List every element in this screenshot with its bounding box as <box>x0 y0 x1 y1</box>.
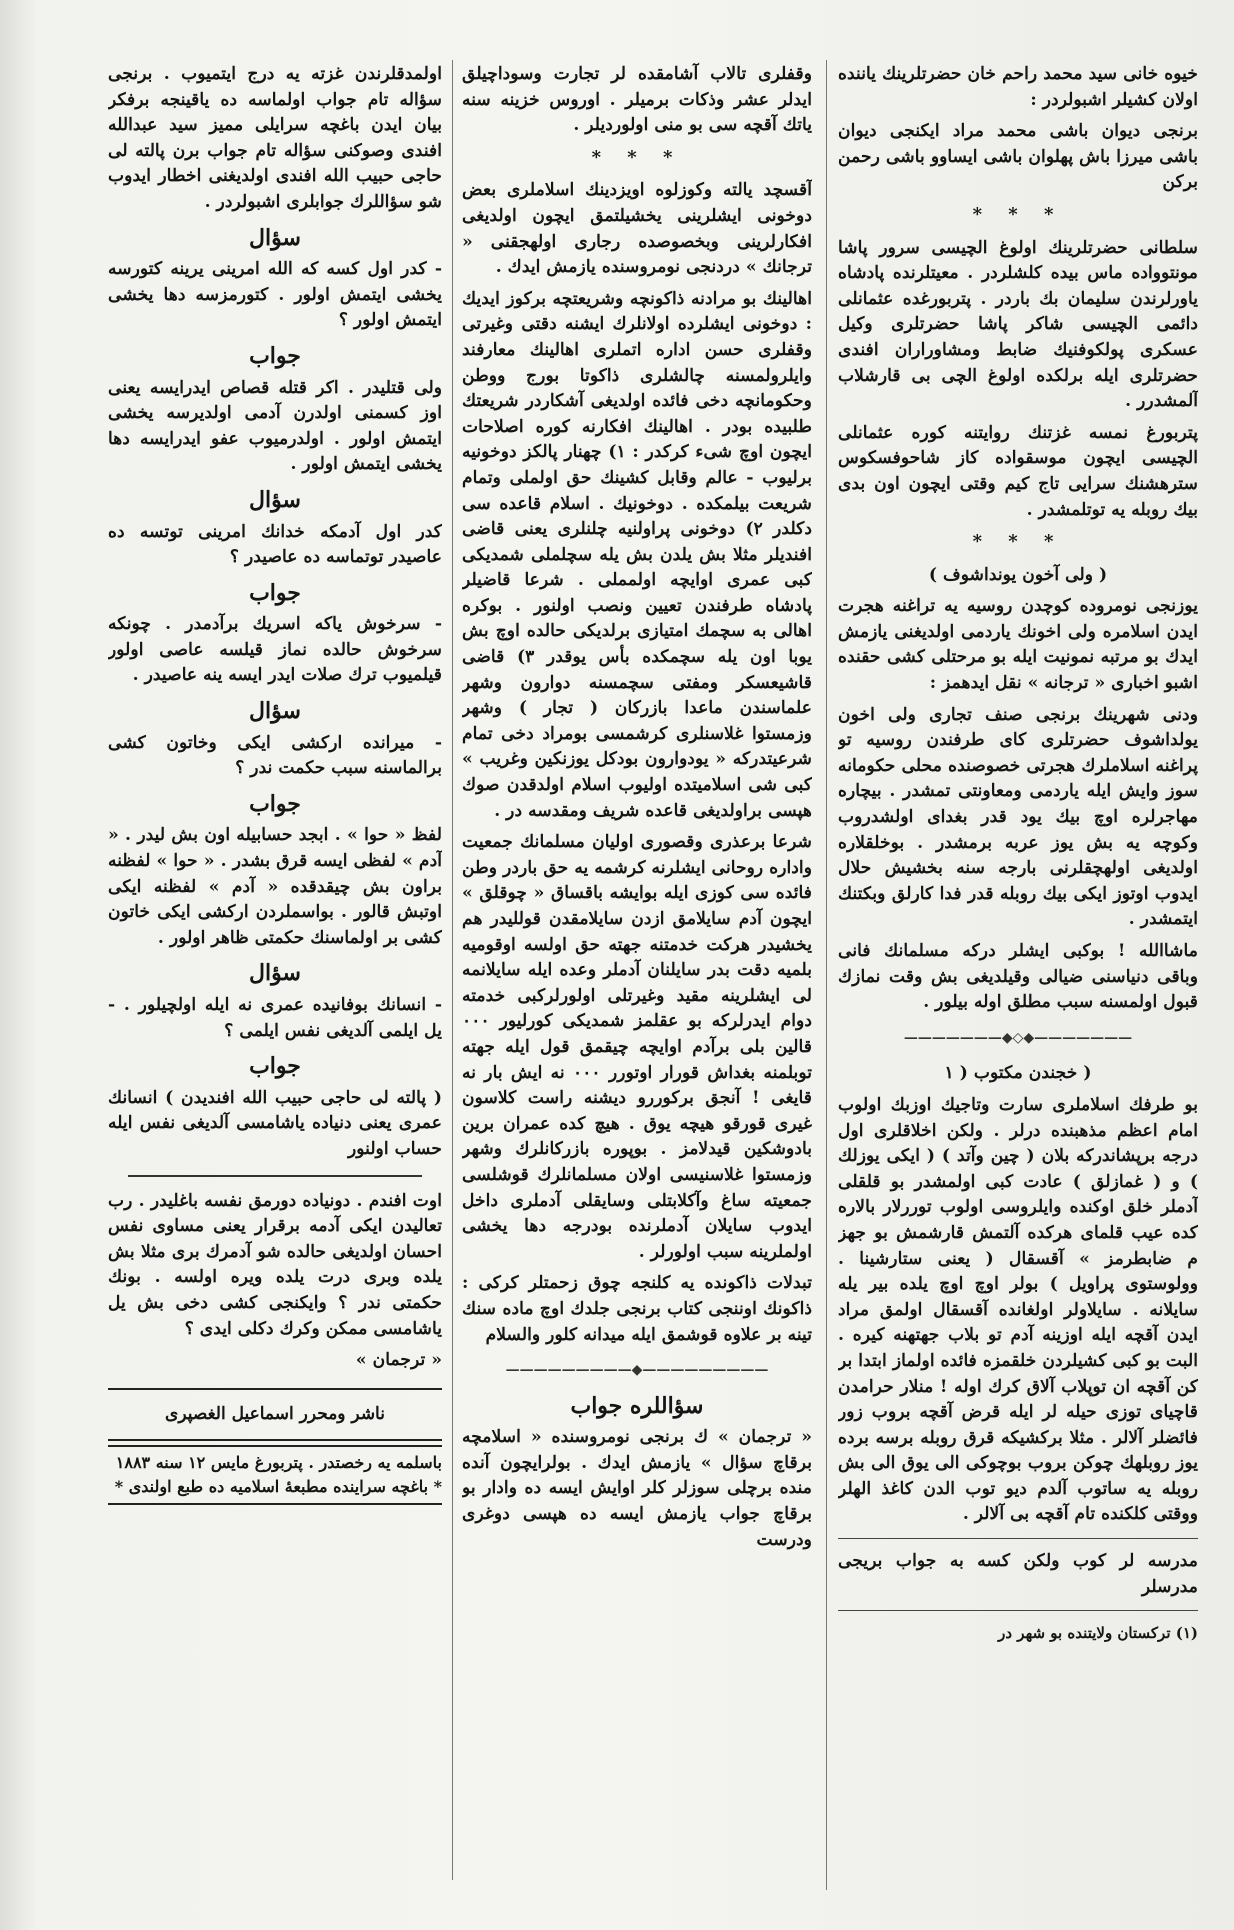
question-label: سؤال <box>249 698 301 725</box>
right-paragraph: سلطانی حضرتلرینك اولوغ الچیسی سرور پاشا مونتوواده ماس بیده کلشلردر . معیتلرنده پادشاه یاورلرندن سلیمان بك باردر . پتربورغده عثمانلی دائمی الچیسی شاکر پاشا حضرتلری وکیل عسکری پولکوفنیك ضابط ومشاوراران افندی حضرتلری ایله برلکده اولوغ الچی بی قارشلاب آلمشدرر . <box>838 237 1198 412</box>
left-column <box>108 62 442 1882</box>
colophon-box <box>108 1388 442 1442</box>
qa-heading: سؤاللره جواب <box>570 1392 704 1419</box>
footnote: (١) ترکستان ولایتنده بو شهر در <box>998 1624 1198 1643</box>
answer-text: لفظ « حوا » . ابجد حسابیله اون بش لیدر . « آدم » لفظی ایسه قرق بشدر . « حوا » لفظنه براون بش چیقدقده « آدم » لفظنه ایکی اوتبش قالور . بواسملردن ارکشی ایکی خاتون کشی بر اولماسنك حکمتی ظاهر اولور . <box>108 825 442 948</box>
middle-paragraph: وقفلری تالاب آشامقده لر تجارت وسوداچیلق ایدلر عشر وذکات برمیلر . اوروس خزینه سنه یاتك آقچه سی بو منی اولوردیلر . <box>462 64 812 136</box>
column-divider-right <box>826 60 827 1890</box>
closing-signature: « ترجمان » <box>355 1350 442 1371</box>
star-separator: * * * <box>972 203 1064 225</box>
section-title-letter: ( خجندن مکتوب ( ١ <box>944 1063 1092 1084</box>
middle-paragraph: تبدلات ذاکونده یه کلنجه چوق زحمتلر کرکی : ذاکونك اوننجی کتاب برنجی جلدك اوچ ماده سنك تینه بر علاوه قوشمق ایله میدانه کلور والسلام <box>462 1273 812 1345</box>
middle-paragraph: « ترجمان » ك برنجی نومروسنده « اسلامچه برقاچ سؤال » یازمش ایدك . بولرایچون آنده منده برچلی سوزلر کلر اوایش ایسه ده وادار بو برقاچ جواب یازمش ایسه ده هپسی دوغری ودرست <box>462 1427 812 1550</box>
answer-text: - سرخوش یاکه اسریك برآدمدر . چونکه سرخوش حالده نماز قیلسه عاصی اولور قیلمیوب ترك صلات ایدر ایسه ینه عاصیدر . <box>108 614 442 686</box>
middle-paragraph: شرعا برعذری وقصوری اولیان مسلمانك جمعیت واداره روحانی ایشلرنه کرشمه یه حق باردر وطن فائده سی کوزی ایله بوایشه باقساق « چوقلق » ایچون آدم سایلامق ازدن سایلامقدن قوللیدر هم یخشیدر هرکت خدمتنه جهته حق اولسه اوقومیه بلمیه دقت بدر سایلنان آدملر وعده ایله سایلانمه لی ایشلرینه مقید وغیرتلی اولورلرکبی خدمته دوام ایدرلرکه بو عقلمز شمدیکی کورلیور ٠٠٠ قالین بلی برآدم اوایچه چیقمق قول ایله جهته توبلمنه بغداش قورار اوتورر ٠٠٠ نه ایش بار نه قایغی ! آنجق برکوررو دیشنه راست کلاسون غیری قورقو هیچه یوق . هیچ کده عمران برین بادوشکین قیدلامز . بوپوره بازرکانلرك وشهر وزمستوا غلاسنیسی اولان مسلمانلرك قوشلسی جمعیته ساغ وآکلابتلی وسایقلی آدملری داخل ایدوب سایلان آدملرنده بودرجه دها یخشی اولملرینه سبب اولورلر . <box>462 832 812 1262</box>
star-separator: * * * <box>972 531 1064 553</box>
rule <box>838 1538 1198 1539</box>
ornament-divider: ———————◆◇◆——————— <box>903 1029 1133 1046</box>
imprint-line: باسلمه یه رخصتدر . پتربورغ مایس ١٢ سنه ١٨٨٣ <box>115 1453 442 1473</box>
right-paragraph: ماشاالله ! بوکبی ایشلر درکه مسلمانك فانی وباقی دنیاسنی ضیالی وقیلدیغی بش وقت نمازك قبول اولمسنه سبب مطلق اوله بیلور . <box>838 941 1198 1013</box>
imprint-box <box>108 1445 442 1505</box>
right-paragraph: ودنی شهرینك برنجی صنف تجاری ولی اخون یولداشوف حضرتلری کای طرفندن روسیه تو پراغنه اسلاملرك هجرتی خصوصنده محلی حکومانه سوز وایش ایله یاردمی ومعاونتی تمشدر . بیچاره مهاجرلره اوچ بیك یود قدر بغدای اولشدروب وکوچه یه بش یوز عربه برمشدر . بوخلقلاره اولدیغی اولهچقلرنی بارجه سنه بخشیش حلال ایدوب اوتوز ایکی بیك روبله قدر فدا کارلق وبکتنك ایتمشدر . <box>838 704 1198 930</box>
answer-text: ولی قتلیدر . اکر قتله قصاص ایدرایسه یعنی اوز کسمنی اولدرن آدمی اولدیرسه یخشی ایتمش اولور . اولدرمیوب عفو ایدرایسه دها یخشی ایتمش اولور . <box>108 377 442 475</box>
rule <box>838 1610 1198 1611</box>
ornament-divider: —————————◆————————— <box>505 1362 769 1379</box>
closing-paragraph: اوت افندم . دونیاده دورمق نفسه باغلیدر . رب تعالیدن ایکی آدمه برقرار یعنی مساوی نفس احسان اولدیغی حالده شو آدمرك بری مثلا بش یلده وبری درت یلده ویره اولسه . بونك حکمتی ندر ؟ وایکنجی کشی دخی بش یل یاشامسی ممکن وکرك دکلی ایدی ؟ <box>108 1190 442 1339</box>
imprint-line: * باغچه سراینده مطبعهٔ اسلامیه ده طبع اولندی * <box>114 1477 442 1497</box>
middle-column <box>462 62 812 1862</box>
rule <box>128 1175 422 1177</box>
star-separator: * * * <box>591 146 683 168</box>
question-label: سؤال <box>249 486 301 513</box>
column-divider-left <box>452 60 453 1880</box>
question-text: - کدر اول کسه که الله امرینی یرینه کتورسه یخشی ایتمش اولور . کتورمزسه دها یخشی ایتمش اولور ؟ <box>108 259 442 331</box>
answer-label: جواب <box>249 790 301 817</box>
section-title-vali: ( ولی آخون یونداشوف ) <box>928 564 1108 585</box>
publisher-line: ناشر ومحرر اسماعیل الغصپری <box>165 1403 385 1424</box>
right-paragraph: خیوه خانی سید محمد راحم خان حضرتلرینك یاننده اولان کشیلر اشبولردر : <box>838 64 1198 110</box>
question-text: کدر اول آدمکه خدانك امرینی توتسه ده عاصیدر توتماسه ده عاصیدر ؟ <box>108 521 442 568</box>
left-paragraph: اولمدقلرندن غزته یه درج ایتمیوب . برنجی سؤاله تام جواب اولماسه ده یاقینجه برفکر بیان ایدن باغچه سرایلی ممیز سید عبدالله افندی وصوکنی سؤاله تام جواب برن پالته لی حاجی حبیب الله افندی اولدیغنی اخطار ایدوب شو سؤاللرك جوابلری اشبولردر . <box>108 64 442 212</box>
right-paragraph: پتربورغ نمسه غزتنك روایتنه کوره عثمانلی الچیسی ایچون موسقواده کاز شاحوفسکوس سترهشنك سرایی تاج کیم وقتی ایچون اون بدی بیك روبله یه توتلمشدر . <box>838 422 1198 520</box>
answer-text: ( پالته لی حاجی حبیب الله افندیدن ) انسانك عمری یعنی دنیاده یاشامسی آلدیغی نفس ایله حساب اولنور <box>108 1087 442 1159</box>
question-label: سؤال <box>249 960 301 987</box>
right-paragraph: یوزنجی نومروده کوچدن روسیه یه تراغنه هجرت ایدن اسلامره ولی اخونك یاردمی اولدیغنی یازمش ایدك بو مرتبه نمونیت ایله بو مرحتلی کشی حقنده اشبو اخباری « ترجانه » نقل ایدهمز : <box>838 596 1198 694</box>
question-text: - میرانده ارکشی ایکی وخاتون کشی برالماسنه سبب حکمت ندر ؟ <box>108 732 442 779</box>
question-label: سؤال <box>249 224 301 251</box>
right-paragraph: مدرسه لر کوب ولکن کسه به جواب بریجی مدرسلر <box>838 1551 1198 1597</box>
question-text: - انسانك بوفانیده عمری نه ایله اولچیلور . - یل ایلمی آلدیغی نفس ایلمی ؟ <box>108 995 442 1041</box>
right-paragraph: بو طرفك اسلاملری سارت وتاجیك اوزبك اولوب امام اعظم مذهبنده درلر . ولکن اخلاقلری اول درجه برپشاندرکه بلان ( چین وآتد ) ( ایکی یوزلك ) و ( غمازلق ) عادت کبی اولمشدر بو قلقلی آدملر خلق اوکنده وایلروسی اولوب توررلار بالاره کده عیب قلمای هرکده آلتمش قارشمش بو جهز م ضابطرمز » آقسقال ( یعنی ستارشینا . وولوستوی پراویل ) بولر اوچ اوچ یلده بیر یله سایلانه . سایلاولر اولغانده آقسقال اولمق مراد ایدن آقچه ایله اوزینه آدم تو بلاب جهتهنه کیره . البت بو کبی کشیلردن خلقمزه فائده اولماز ابتدا بر کن آقچه ان توپلاب آلاق کرك اوله ! منلار حرامدن قاچیای توزی حیله لر ایله قرض آقچه بروب زور فائضلر آلالر . مثلا برکشیکه قرق روبله برسه برده یوز روبلهك چوکن بروب بوچوکی الی یوق الی بش روبله یه ساتوب آلدم دیو توب الدن کاغذ الهلر ووقتی کلکنده تام آقچه بی آلالر . <box>838 1094 1198 1525</box>
answer-label: جواب <box>249 1053 301 1080</box>
middle-paragraph: اهالینك بو مرادنه ذاکونچه وشریعتچه برکوز ایدیك : دوخونی ایشلرده اولانلرك ایشنه دقتی وغیرتی وقفلری حسن اداره اتملری اهالینك معارفند وایلرولمسنه چالشلری ذاکوتا بورج ووطن وحکومانچه دخی فائده اولدیغی آشکاردر شریعتك طلبیده بودر . اهالینك افکارنه کوره اصلاحات ایچون اوچ شیء کرکدر : ١) چهنار پالکز دوخونیه برلیوب - عالم وقابل کشینك حق اولملی وتمام شریعت بیلمکده . دوخونیك . اسلام قاعده سی دکلدر ٢) دوخونی پراولنیه چلنلری یعنی قاضی افندیلر مثلا بش یلدن بش یله سچلملی شمدیکی کبی عمری اوایچه اولمملی . شرعا قاضیلر پادشاه طرفندن تعیین ونصب اولنور . بوکره اهالی به سچمك امتیازی برلدیکی حالده اوچ بش یوبا اون یله سچمکده بأس یوقدر ٣) قاضی قاشیعسکر ومفتی سچمسنه دوارون وشهر علماسندن ماعدا بازرکان ( تجار ) وشهر وزمستوا غلاسنلری کرشمسی بومراد دخی تمام شرعیتدرکه « یودوارون بودکل یوزنکین وغریب » کبی شی اسلامیتده اولیوب اسلام اولدقدن صوك هپسی براولدیغی قاعده شریف ومقدسه در . <box>462 288 812 821</box>
right-column <box>838 62 1198 1882</box>
right-paragraph: برنجی دیوان باشی محمد مراد ایکنجی دیوان باشی میرزا باش پهلوان باشی ایساوو باشی رحمن برکن <box>838 121 1198 193</box>
answer-label: جواب <box>249 342 301 369</box>
answer-label: جواب <box>249 579 301 606</box>
middle-paragraph: آقسچد یالته وکوزلوه اویزدینك اسلاملری بعض دوخونی ایشلرینی یخشیلتمق ایچون اولدیغی افکارلرینی وبخصوصده رجاری اولهجقنی « ترجانك » دردنجی نومروسنده یازمش ایدك . <box>462 180 812 278</box>
